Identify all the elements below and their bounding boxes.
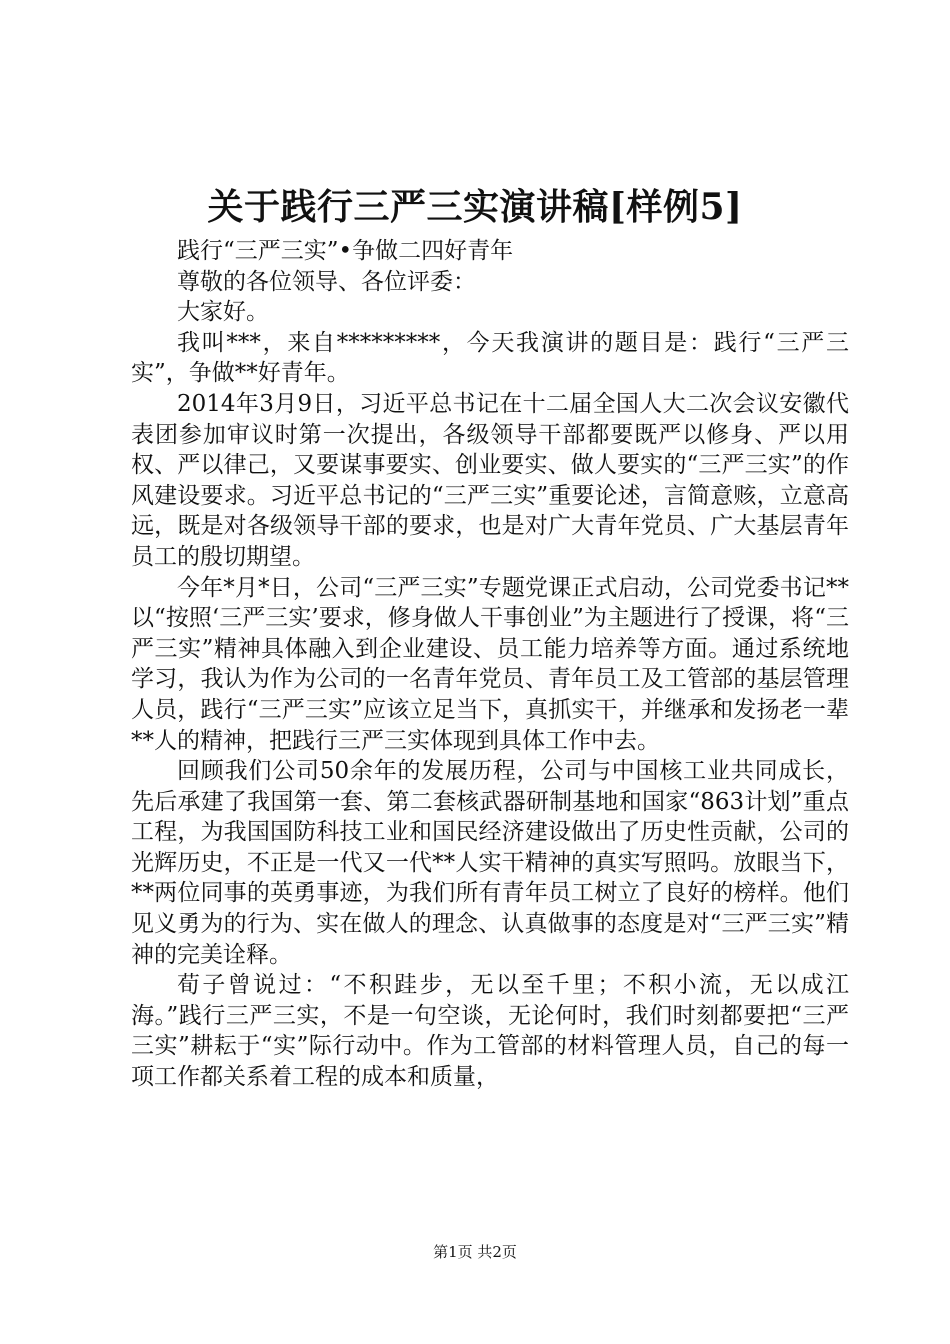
document-title: 关于践行三严三实演讲稿[样例5]	[207, 186, 743, 228]
body-paragraph: 2014年3月9日，习近平总书记在十二届全国人大二次会议安徽代表团参加审议时第一次提出，各级领导干部都要既严以修身、严以用权、严以律己，又要谋事要实、创业要实、做人要实的“三严三实”的作风建设要求。习近平总书记的“三严三实”重要论述，言简意赅，立意高远，既是对各级领导干部的要求，也是对广大青年党员、广大基层青年员工的殷切期望。	[131, 390, 849, 570]
body-paragraph: 今年*月*日，公司“三严三实”专题党课正式启动，公司党委书记**以“按照‘三严三实’要求，修身做人干事创业”为主题进行了授课，将“三严三实”精神具体融入到企业建设、员工能力培养等方面。通过系统地学习，我认为作为公司的一名青年党员、青年员工及工管部的基层管理人员，践行“三严三实”应该立足当下，真抓实干，并继承和发扬老一辈**人的精神，把践行三严三实体现到具体工作中去。	[131, 574, 849, 754]
greeting: 大家好。	[177, 299, 269, 326]
body-paragraph: 回顾我们公司50余年的发展历程，公司与中国核工业共同成长，先后承建了我国第一套、第二套核武器研制基地和国家“863计划”重点工程，为我国国防科技工业和国民经济建设做出了历史性贡献，公司的光辉历史，不正是一代又一代**人实干精神的真实写照吗。放眼当下，**两位同事的英勇事迹，为我们所有青年员工树立了良好的榜样。他们见义勇为的行为、实在做人的理念、认真做事的态度是对“三严三实”精神的完美诠释。	[131, 758, 849, 968]
speech-subtitle: 践行“三严三实”•争做二四好青年	[177, 238, 514, 264]
salutation: 尊敬的各位领导、各位评委：	[177, 268, 476, 295]
page-number: 第1页 共2页	[433, 1243, 517, 1261]
body-paragraph: 我叫***，来自*********，今天我演讲的题目是：践行“三严三实”，争做**好青年。	[131, 329, 849, 387]
document-body	[131, 236, 849, 1093]
body-paragraph: 荀子曾说过：“不积跬步，无以至千里；不积小流，无以成江海。”践行三严三实，不是一句空谈，无论何时，我们时刻都要把“三严三实”耕耘于“实”际行动中。作为工管部的材料管理人员，自己的每一项工作都关系着工程的成本和质量，	[131, 972, 849, 1091]
